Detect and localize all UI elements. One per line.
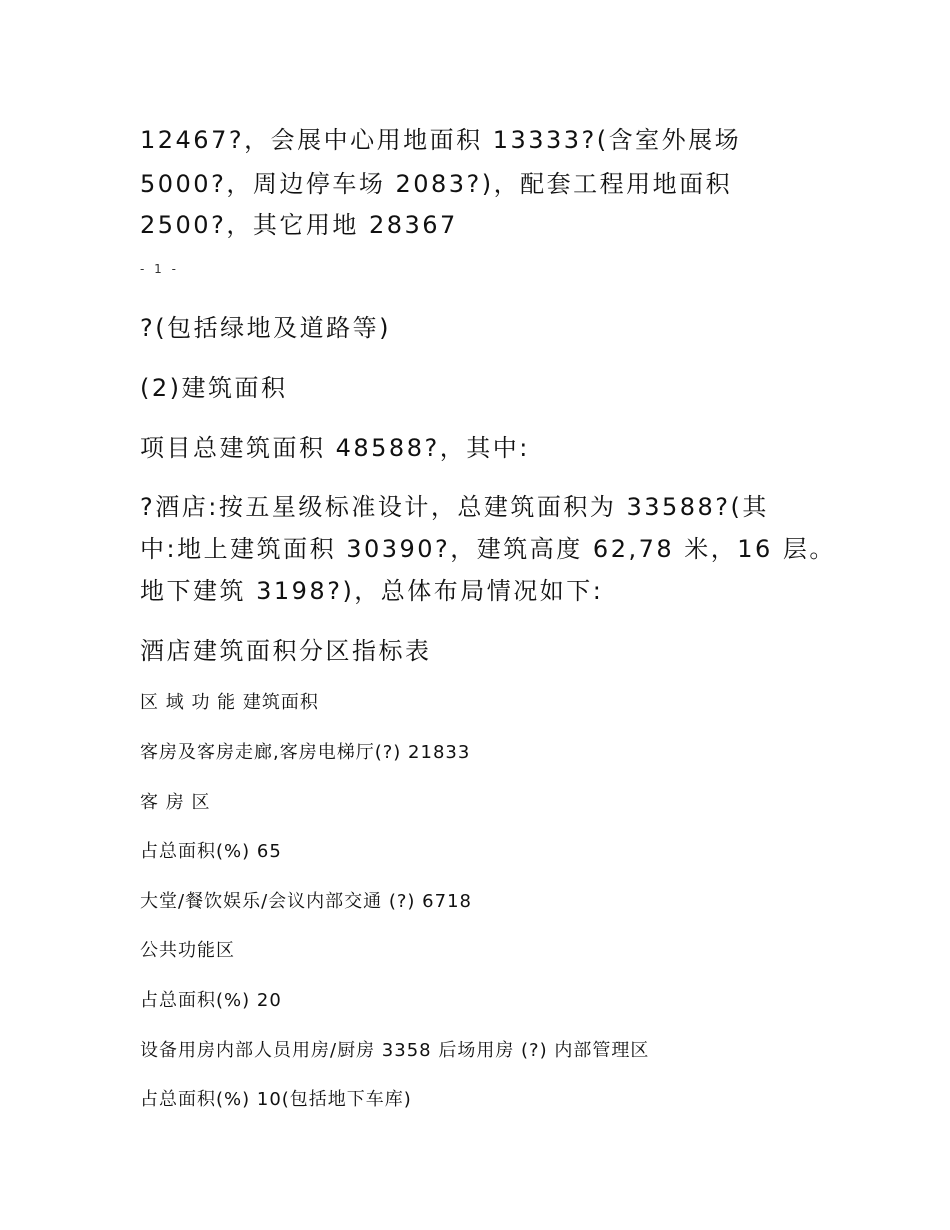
table-line: 占总面积(%) 10(包括地下车库) — [140, 1089, 412, 1110]
paragraph-line-3: 2500?，其它用地 28367 — [140, 211, 458, 239]
hotel-line-2: 中:地上建筑面积 30390?，建筑高度 62,78 米，16 层。 — [140, 535, 836, 563]
table-header-row: 区 域 功 能 建筑面积 — [140, 692, 319, 713]
section-heading: (2)建筑面积 — [140, 374, 288, 402]
paragraph-line-1: 12467?，会展中心用地面积 13333?(含室外展场 — [140, 126, 742, 154]
continuation-line: ?(包括绿地及道路等) — [140, 314, 391, 342]
table-line: 大堂/餐饮娱乐/会议内部交通 (?) 6718 — [140, 891, 472, 912]
page-number: - 1 - — [140, 262, 179, 276]
hotel-line-3: 地下建筑 3198?)，总体布局情况如下: — [140, 577, 604, 605]
table-line: 客房及客房走廊,客房电梯厅(?) 21833 — [140, 742, 471, 763]
table-line: 客 房 区 — [140, 792, 211, 813]
paragraph-line-2: 5000?，周边停车场 2083?)，配套工程用地面积 — [140, 170, 733, 198]
table-line: 公共功能区 — [140, 940, 235, 961]
table-line: 设备用房内部人员用房/厨房 3358 后场用房 (?) 内部管理区 — [140, 1040, 650, 1061]
hotel-line-1: ?酒店:按五星级标准设计，总建筑面积为 33588?(其 — [140, 493, 769, 521]
table-line: 占总面积(%) 20 — [140, 990, 282, 1011]
table-title: 酒店建筑面积分区指标表 — [140, 637, 432, 665]
total-area-line: 项目总建筑面积 48588?，其中: — [140, 434, 530, 462]
table-line: 占总面积(%) 65 — [140, 841, 282, 862]
